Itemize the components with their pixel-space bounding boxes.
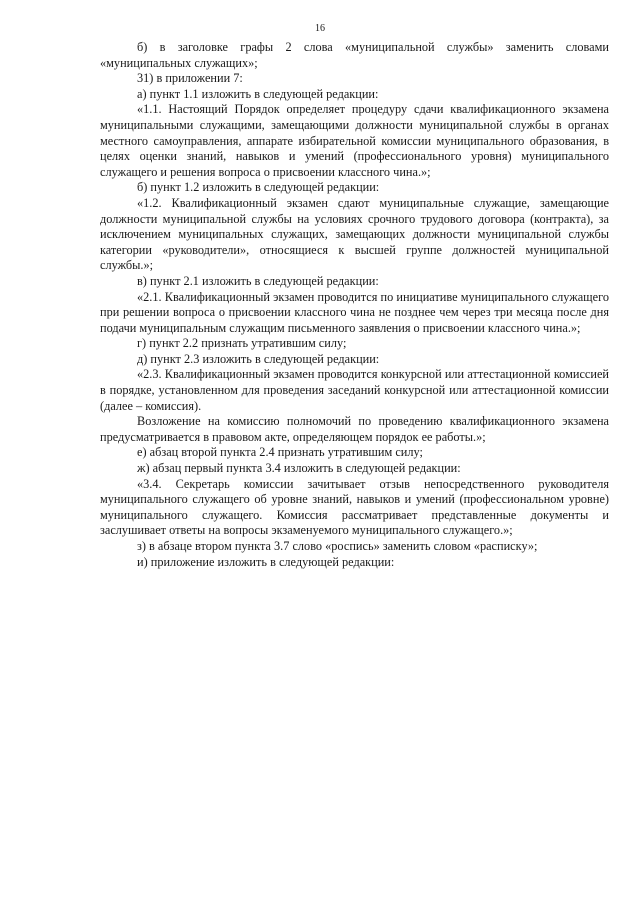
quote-point-2-3-continued: Возложение на комиссию полномочий по проведению квалификационного экзамена предусматривается в правовом акте, определяющем порядок ее работы.»; (100, 414, 609, 444)
paragraph-z-point-3-7: з) в абзаце втором пункта 3.7 слово «роспись» заменить словом «расписку»; (137, 539, 538, 553)
paragraph-b-point-1-2: б) пункт 1.2 изложить в следующей редакции: (137, 180, 380, 195)
quote-point-2-3: «2.3. Квалификационный экзамен проводится конкурсной или аттестационной комиссией в порядке, установленном для проведения заседаний конкурсной или аттестационной комиссии (далее – комиссия). (100, 367, 609, 413)
paragraph-i-appendix: и) приложение изложить в следующей редакции: (137, 554, 395, 569)
paragraph-b-heading-graph2: б) в заголовке графы 2 слова «муниципальной службы» заменить словами «муниципальных служащих»; (100, 40, 609, 70)
quote-point-3-4: «3.4. Секретарь комиссии зачитывает отзыв непосредственного руководителя муниципального служащего об уровне знаний, навыков и умений (профессиональном уровне) муниципального служащего. Комиссия рассматривает представленные документы и заслушивает ответы на вопросы экзаменуемого муниципального служащего.»; (100, 476, 609, 538)
page-number: 16 (315, 23, 325, 34)
paragraph-v-point-2-1: в) пункт 2.1 изложить в следующей редакции: (137, 273, 379, 288)
paragraph-zh-point-3-4: ж) абзац первый пункта 3.4 изложить в следующей редакции: (137, 461, 461, 476)
paragraph-g-point-2-2: г) пункт 2.2 признать утратившим силу; (137, 336, 347, 351)
quote-point-2-1: «2.1. Квалификационный экзамен проводится по инициативе муниципального служащего при решении вопроса о присвоении классного чина не позднее чем через три месяца после дня подачи муниципальным служащим письменного заявления о присвоении классного чина.»; (100, 289, 609, 335)
paragraph-d-point-2-3: д) пункт 2.3 изложить в следующей редакции: (137, 351, 380, 366)
document-body (100, 40, 609, 570)
quote-point-1-2: «1.2. Квалификационный экзамен сдают муниципальные служащие, замещающие должности муниципальной службы на условиях срочного трудового договора (контракта), за исключением муниципальных служащих, замещающих должности муниципальной службы категории «руководители», относящиеся к высшей группе должностей муниципальной службы.»; (100, 195, 609, 273)
quote-point-1-1: «1.1. Настоящий Порядок определяет процедуру сдачи квалификационного экзамена муниципальными служащими, замещающими должности муниципальной службы в органах местного самоуправления, аппарате избирательной комиссии муниципального образования, в целях оценки знаний, навыков и умений (профессионального уровня) муниципального служащего и решения вопроса о присвоении классного чина.»; (100, 102, 609, 179)
paragraph-e-point-2-4: е) абзац второй пункта 2.4 признать утратившим силу; (137, 445, 423, 460)
paragraph-item-31: 31) в приложении 7: (137, 71, 243, 86)
paragraph-a-point-1-1: а) пункт 1.1 изложить в следующей редакции: (137, 86, 379, 101)
